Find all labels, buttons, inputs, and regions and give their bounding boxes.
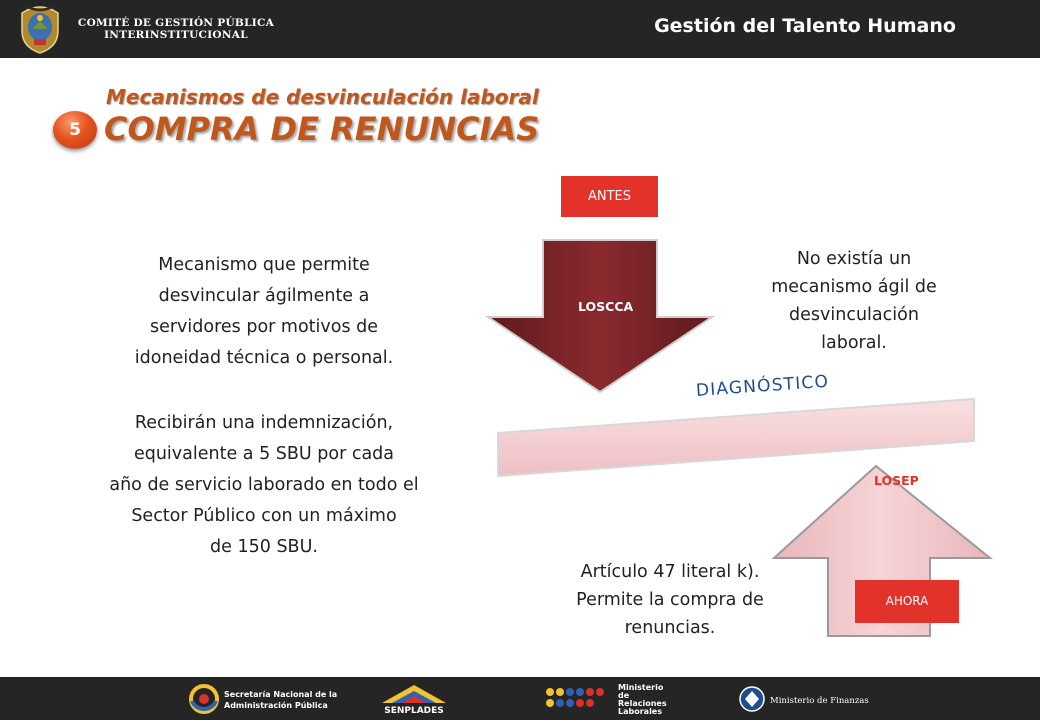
after-description-line: Permite la compra de [576,590,764,610]
logo3-line-3: Relaciones [618,699,667,708]
after-label-box: AHORA [855,580,959,623]
logo-ministerio-relaciones-laborales [544,683,667,716]
logo-ministerio-finanzas [738,683,869,715]
logo-secretaria-administracion-publica [188,683,338,715]
after-law-label: LOSEP [874,473,919,488]
logo1-line-1: Secretaría Nacional de la [224,690,338,699]
description-line: año de servicio laborado en todo el [109,475,419,495]
description-line: servidores por motivos de [149,317,379,337]
description-line: idoneidad técnica o personal. [134,348,394,368]
description-line: desvincular ágilmente a [158,286,370,306]
committee-line-1: COMITÉ DE GESTIÓN PÚBLICA [77,17,275,29]
after-description-line: Artículo 47 literal k). [580,562,760,582]
diagnosis-bar [498,399,974,476]
before-arrow-down [488,240,712,392]
header-title: Gestión del Talento Humano [654,15,956,37]
before-description-line: laboral. [821,333,887,353]
description-line: equivalente a 5 SBU por cada [133,444,395,464]
before-label-box: ANTES [561,176,658,217]
before-description-line: mecanismo ágil de [771,277,937,297]
description-line: Recibirán una indemnización, [134,413,394,433]
logo4-text: Ministerio de Finanzas [770,696,869,706]
logo3-line-2: de [618,691,630,700]
before-law-label: LOSCCA [578,299,634,314]
description-line: de 150 SBU. [210,537,318,557]
logo3-line-1: Ministerio [618,683,664,692]
logo1-line-2: Administración Pública [224,701,328,710]
diagnosis-label: DIAGNÓSTICO [695,371,830,401]
committee-line-2: INTERINSTITUCIONAL [104,29,248,41]
before-description-line: No existía un [796,249,912,269]
after-description-line: renuncias. [624,618,716,638]
section-number-badge: 5 [53,111,97,149]
slide-subtitle: Mecanismos de desvinculación laboral [106,85,539,109]
logo3-line-4: Laborales [618,707,662,716]
footer-bar [0,677,1040,720]
logo-senplades [376,683,452,715]
before-description [748,245,960,357]
slide-title: COMPRA DE RENUNCIAS [104,110,540,148]
after-description [550,558,790,642]
description-line: Sector Público con un máximo [131,506,397,526]
logo2-text: SENPLADES [384,706,444,716]
description-line: Mecanismo que permite [158,255,370,275]
before-description-line: desvinculación [789,305,919,325]
